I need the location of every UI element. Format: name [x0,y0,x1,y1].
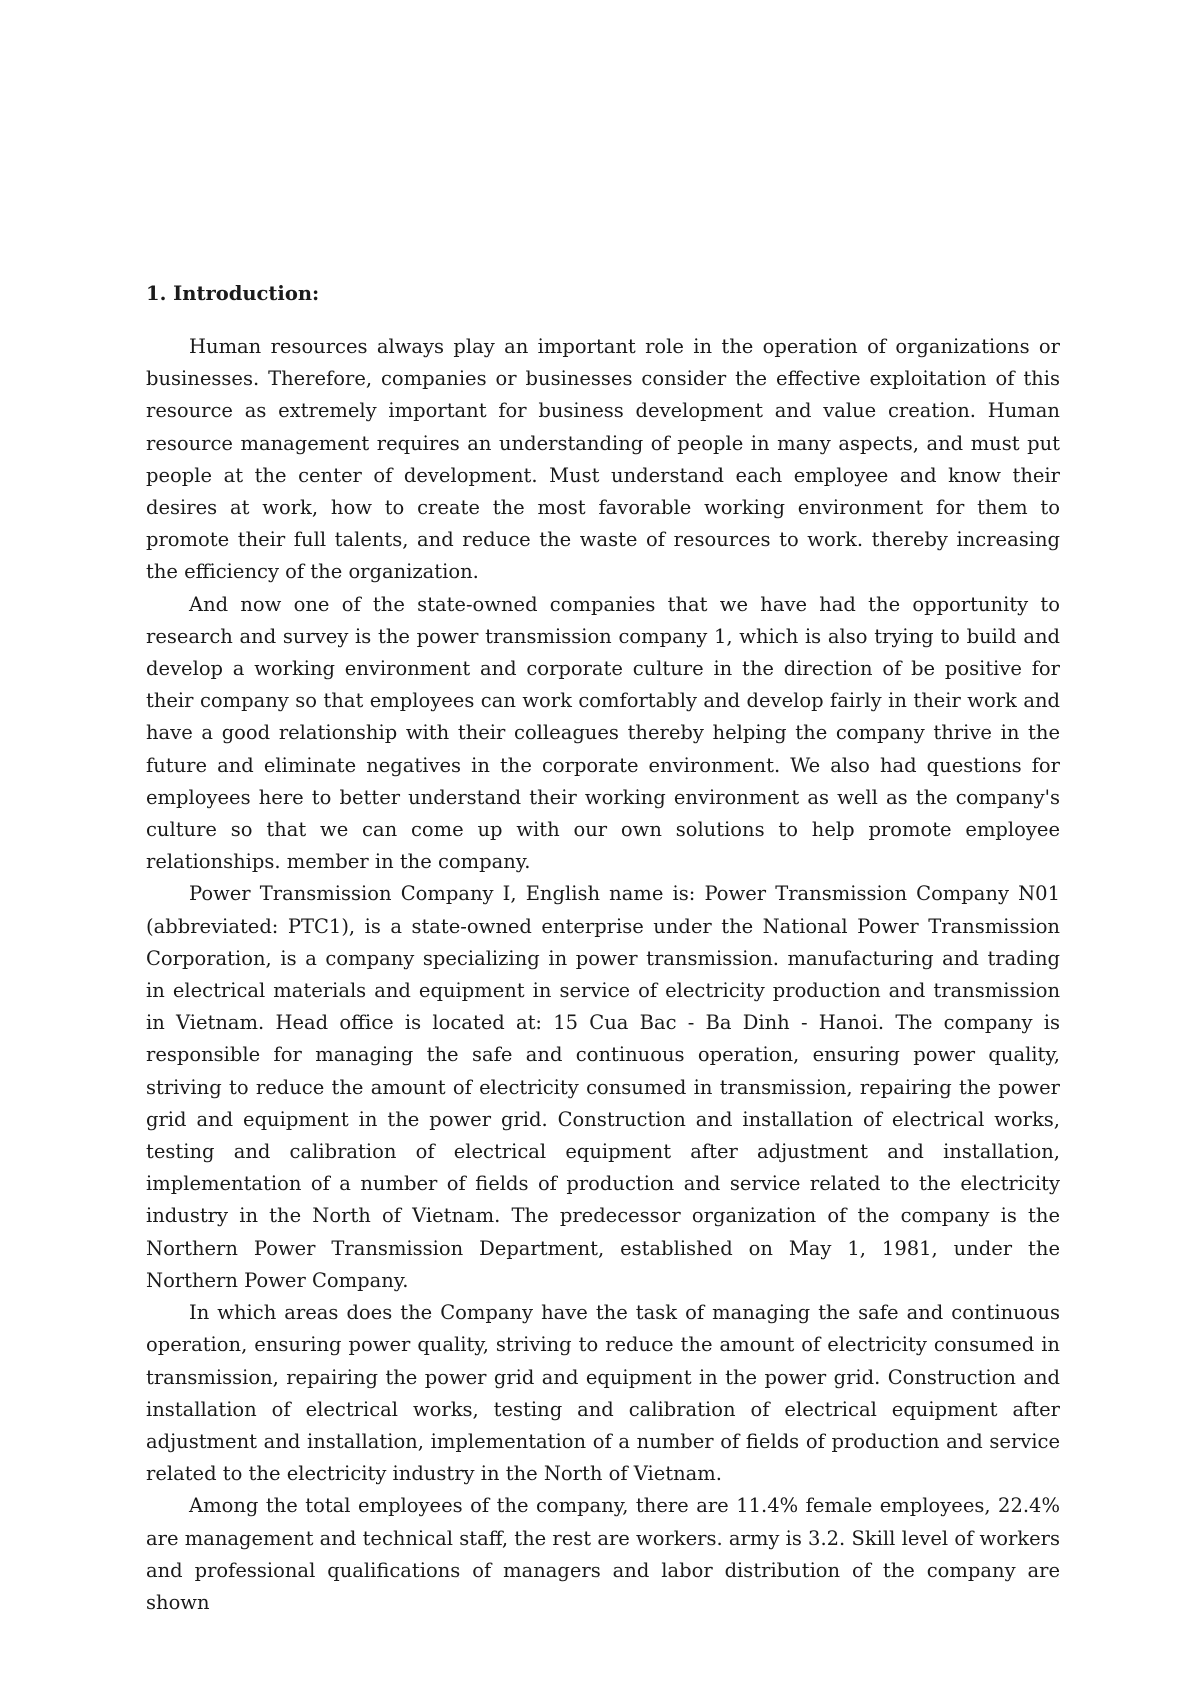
paragraph-company-survey: And now one of the state-owned companies that we have had the opportunity to research and survey is the power transmission company 1, which is also trying to build and develop a working environment and corporate culture in the direction of be positive for their company so that employees can work comfortably and develop fairly in their work and have a good relationship with their colleagues thereby helping the company thrive in the future and eliminate negatives in the corporate environment. We also had questions for employees here to better understand their working environment as well as the company's culture so that we can come up with our own solutions to help promote employee relationships. member in the company. [146,592,1060,874]
paragraph-employee-stats: Among the total employees of the company, there are 11.4% female employees, 22.4% are management and technical staff, the rest are workers. army is 3.2. Skill level of workers and professional qualifications of managers and labor distribution of the company are shown [146,1494,1060,1614]
paragraph-company-tasks: In which areas does the Company have the task of managing the safe and continuous operation, ensuring power quality, striving to reduce the amount of electricity consumed in transmission, repairing the power grid and equipment in the power grid. Construction and installation of electrical works, testing and calibration of electrical equipment after adjustment and installation, implementation of a number of fields of production and service related to the electricity industry in the North of Vietnam. [146,1301,1060,1486]
document-page [146,278,1060,1619]
paragraph-company-profile: Power Transmission Company I, English name is: Power Transmission Company N01 (abbreviated: PTC1), is a state-owned enterprise under the National Power Transmission Corporation, is a company specializing in power transmission. manufacturing and trading in electrical materials and equipment in service of electricity production and transmission in Vietnam. Head office is located at: 15 Cua Bac - Ba Dinh - Hanoi. The company is responsible for managing the safe and continuous operation, ensuring power quality, striving to reduce the amount of electricity consumed in transmission, repairing the power grid and equipment in the power grid. Construction and installation of electrical works, testing and calibration of electrical equipment after adjustment and installation, implementation of a number of fields of production and service related to the electricity industry in the North of Vietnam. The predecessor organization of the company is the Northern Power Transmission Department, established on May 1, 1981, under the Northern Power Company. [146,882,1060,1292]
section-heading: 1. Introduction: [146,282,320,305]
paragraph-human-resources: Human resources always play an important role in the operation of organizations or businesses. Therefore, companies or businesses consider the effective exploitation of this resource as extremely important for business development and value creation. Human resource management requires an understanding of people in many aspects, and must put people at the center of development. Must understand each employee and know their desires at work, how to create the most favorable working environment for them to promote their full talents, and reduce the waste of resources to work. thereby increasing the efficiency of the organization. [146,335,1060,584]
